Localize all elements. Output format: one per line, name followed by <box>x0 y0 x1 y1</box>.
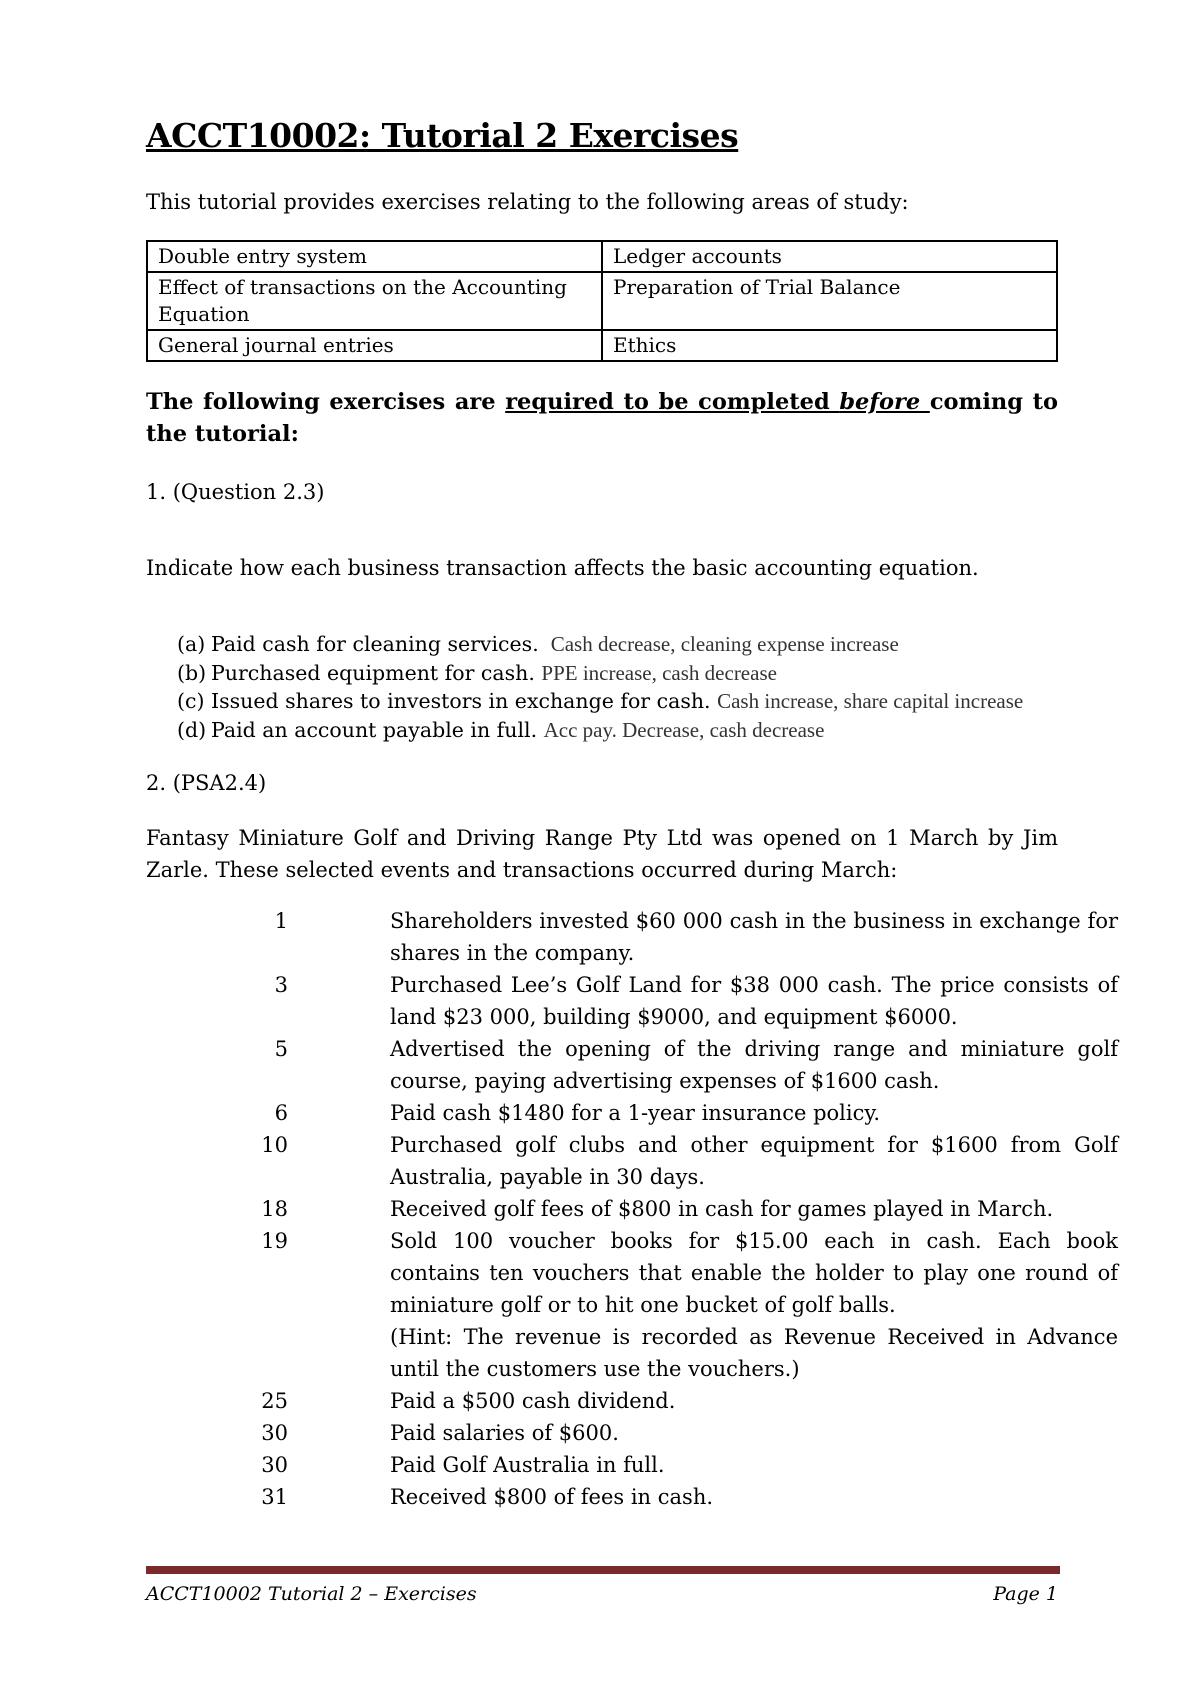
part-text: Purchased equipment for cash. <box>211 660 535 685</box>
topics-table <box>146 240 1058 362</box>
part-text: Paid an account payable in full. <box>211 717 538 742</box>
event-text: Paid a $500 cash dividend. <box>390 1389 676 1413</box>
table-cell: General journal entries <box>147 330 602 361</box>
event-text: Shareholders invested $60 000 cash in the business in exchange for shares in the company. <box>390 909 1118 965</box>
footer-rule <box>146 1566 1060 1574</box>
list-item <box>240 1449 1118 1481</box>
event-text: Purchased Lee’s Golf Land for $38 000 cash. The price consists of land $23 000, building $9000, and equipment $6000. <box>390 973 1118 1029</box>
table-cell: Double entry system <box>147 241 602 272</box>
part-text: Issued shares to investors in exchange for cash. <box>211 689 711 713</box>
event-text: Received golf fees of $800 in cash for games played in March. <box>390 1197 1054 1221</box>
required-pre: The following exercises are <box>146 389 506 415</box>
list-item <box>240 1097 1118 1129</box>
table-row <box>147 272 1057 330</box>
table-cell: Effect of transactions on the Accounting Equation <box>147 272 602 330</box>
event-day: 31 <box>261 1485 288 1509</box>
event-day: 6 <box>274 1101 288 1125</box>
list-item <box>240 1193 1118 1225</box>
event-day: 3 <box>274 973 288 997</box>
list-item <box>240 1225 1118 1385</box>
table-cell: Ledger accounts <box>602 241 1057 272</box>
event-text: Paid Golf Australia in full. <box>390 1453 665 1477</box>
event-text: Advertised the opening of the driving range and miniature golf course, paying advertising expenses of $1600 cash. <box>390 1037 1118 1093</box>
question-1-parts <box>177 630 1023 744</box>
table-cell: Preparation of Trial Balance <box>602 272 1057 330</box>
page-number: Page 1 <box>993 1583 1058 1605</box>
list-item <box>177 659 1023 688</box>
list-item <box>240 1417 1118 1449</box>
list-item <box>240 1481 1118 1513</box>
part-answer: PPE increase, cash decrease <box>541 660 777 685</box>
required-notice <box>146 386 1058 450</box>
table-row <box>147 241 1057 272</box>
list-item <box>240 1385 1118 1417</box>
event-day: 30 <box>261 1453 288 1477</box>
footer-title: ACCT10002 Tutorial 2 – Exercises <box>146 1583 477 1605</box>
required-underlined <box>505 389 930 415</box>
event-day: 10 <box>261 1133 288 1157</box>
intro-text: This tutorial provides exercises relating to the following areas of study: <box>146 190 909 214</box>
table-row <box>147 330 1057 361</box>
event-text: Sold 100 voucher books for $15.00 each in cash. Each book contains ten vouchers that enable the holder to play one round of miniature golf or to hit one bucket of golf balls. <box>390 1229 1118 1317</box>
question-2-heading: 2. (PSA2.4) <box>146 771 267 795</box>
part-answer: Cash decrease, cleaning expense increase <box>550 632 899 656</box>
event-hint: (Hint: The revenue is recorded as Revenue Received in Advance until the customers use the vouchers.) <box>390 1325 1118 1381</box>
event-day: 19 <box>261 1229 288 1253</box>
event-text: Paid salaries of $600. <box>390 1421 619 1445</box>
page-title: ACCT10002: Tutorial 2 Exercises <box>146 116 739 155</box>
event-text: Purchased golf clubs and other equipment for $1600 from Golf Australia, payable in 30 days. <box>390 1133 1118 1189</box>
question-1-heading: 1. (Question 2.3) <box>146 480 325 504</box>
part-label: (b) <box>177 660 207 685</box>
event-day: 5 <box>274 1037 288 1061</box>
transaction-list <box>240 905 1118 1513</box>
part-answer: Acc pay. Decrease, cash decrease <box>543 717 825 742</box>
part-answer: Cash increase, share capital increase <box>717 689 1024 713</box>
required-emphasis: before <box>839 389 930 415</box>
required-post: coming to the tutorial: <box>146 389 1059 447</box>
question-2-description: Fantasy Miniature Golf and Driving Range Pty Ltd was opened on 1 March by Jim Zarle. These selected events and transactions occurred during March: <box>146 826 1058 882</box>
required-underlined-text: required to be completed <box>505 389 840 415</box>
table-cell: Ethics <box>602 330 1057 361</box>
question-1-prompt: Indicate how each business transaction affects the basic accounting equation. <box>146 556 979 580</box>
list-item <box>240 1033 1118 1097</box>
event-day: 18 <box>261 1197 288 1221</box>
event-text: Paid cash $1480 for a 1-year insurance policy. <box>390 1101 881 1125</box>
list-item <box>177 687 1023 716</box>
event-text: Received $800 of fees in cash. <box>390 1485 714 1509</box>
part-text: Paid cash for cleaning services. <box>211 632 539 656</box>
event-text-block <box>390 1225 1118 1385</box>
part-label: (c) <box>177 689 205 713</box>
list-item <box>240 969 1118 1033</box>
part-label: (a) <box>177 632 206 656</box>
part-label: (d) <box>177 717 207 742</box>
list-item <box>240 905 1118 969</box>
event-day: 25 <box>261 1389 288 1413</box>
list-item <box>177 716 1023 745</box>
event-day: 1 <box>274 909 288 933</box>
event-day: 30 <box>261 1421 288 1445</box>
list-item <box>177 630 1023 659</box>
list-item <box>240 1129 1118 1193</box>
